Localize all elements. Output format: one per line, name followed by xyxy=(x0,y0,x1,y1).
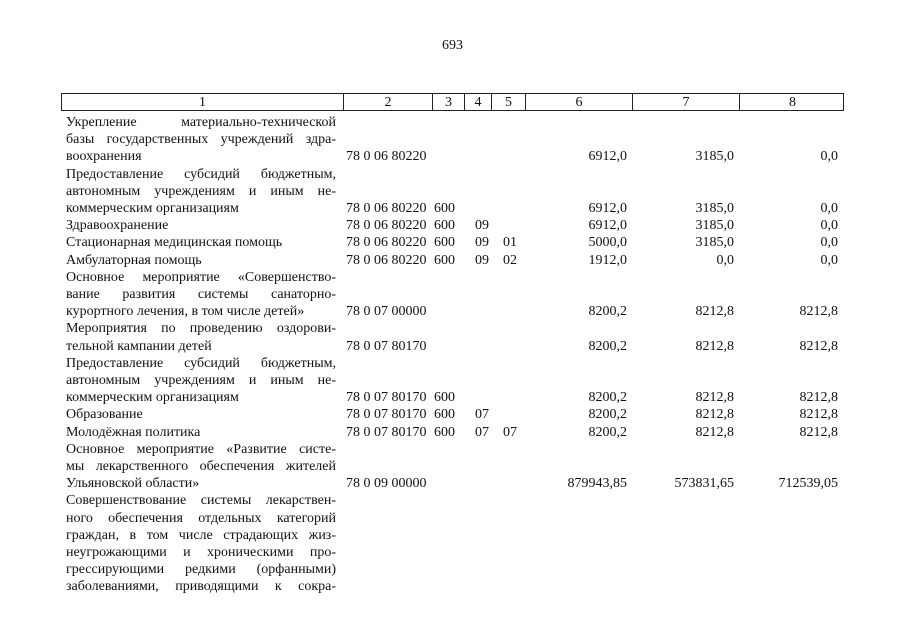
table-row xyxy=(66,217,842,234)
row-values xyxy=(66,475,842,492)
cell-year-3: 0,0 xyxy=(820,149,838,165)
cell-vr: 600 xyxy=(434,201,455,217)
row-name-line: автономным учреждениям и иным не- xyxy=(66,183,336,199)
header-col-8: 8 xyxy=(789,95,796,110)
header-col-4: 4 xyxy=(465,94,492,110)
cell-year-2: 0,0 xyxy=(716,252,734,268)
cell-year-1: 8200,2 xyxy=(588,390,627,406)
row-name-line: грессирующими редкими (орфанными) xyxy=(66,562,336,578)
row-name-line: граждан, в том числе страдающих жиз- xyxy=(66,527,336,543)
row-name-line: Стационарная медицинская помощь xyxy=(66,235,283,251)
cell-year-3: 8212,8 xyxy=(799,338,838,354)
cell-year-3: 8212,8 xyxy=(799,424,838,440)
cell-year-2: 8212,8 xyxy=(695,390,734,406)
row-name-line: заболеваниями, приводящими к сокра- xyxy=(66,579,336,595)
cell-code: 78 0 09 00000 xyxy=(346,476,427,492)
row-values xyxy=(66,406,842,423)
row-name-line: тельной кампании детей xyxy=(66,338,212,354)
cell-vr: 600 xyxy=(434,252,455,268)
row-values xyxy=(66,424,842,441)
cell-rz: 09 xyxy=(475,218,489,234)
table-body xyxy=(66,114,842,596)
cell-year-2: 3185,0 xyxy=(695,149,734,165)
cell-year-1: 8200,2 xyxy=(588,304,627,320)
cell-code: 78 0 06 80220 xyxy=(346,218,427,234)
cell-year-1: 879943,85 xyxy=(567,476,627,492)
row-name-line: Основное мероприятие «Совершенство- xyxy=(66,269,336,285)
table-row xyxy=(66,424,842,441)
table-header xyxy=(61,93,844,111)
row-name-line: вание развития системы санаторно- xyxy=(66,287,336,303)
row-values xyxy=(66,217,842,234)
cell-year-1: 8200,2 xyxy=(588,407,627,423)
cell-year-2: 8212,8 xyxy=(695,304,734,320)
row-name-line: Амбулаторная помощь xyxy=(66,252,202,268)
header-col-3: 3 xyxy=(433,94,465,110)
cell-year-2: 573831,65 xyxy=(674,476,734,492)
cell-year-2: 8212,8 xyxy=(695,407,734,423)
row-values xyxy=(66,148,842,165)
row-name-line: Предоставление субсидий бюджетным, xyxy=(66,355,336,371)
row-name-line: Мероприятия по проведению оздорови- xyxy=(66,321,336,337)
cell-code: 78 0 07 80170 xyxy=(346,338,427,354)
cell-code: 78 0 06 80220 xyxy=(346,149,427,165)
cell-year-3: 8212,8 xyxy=(799,304,838,320)
header-col-1: 1 xyxy=(62,94,344,110)
cell-year-1: 6912,0 xyxy=(588,201,627,217)
header-col-6: 6 xyxy=(526,94,633,110)
row-values xyxy=(66,234,842,251)
row-values xyxy=(66,579,842,596)
cell-pr: 07 xyxy=(503,424,517,440)
table-row xyxy=(66,114,842,166)
cell-year-2: 8212,8 xyxy=(695,424,734,440)
row-name-line: Ульяновской области» xyxy=(66,476,200,492)
cell-vr: 600 xyxy=(434,407,455,423)
row-name-line: Основное мероприятие «Развитие систе- xyxy=(66,441,336,457)
cell-year-2: 3185,0 xyxy=(695,235,734,251)
cell-code: 78 0 07 00000 xyxy=(346,304,427,320)
cell-year-1: 6912,0 xyxy=(588,218,627,234)
row-name-line: Совершенствование системы лекарствен- xyxy=(66,493,336,509)
row-name-line: Укрепление материально-технической xyxy=(66,115,336,130)
header-col-7: 7 xyxy=(633,94,740,110)
row-name-line: Предоставление субсидий бюджетным, xyxy=(66,166,336,182)
table-row xyxy=(66,269,842,321)
cell-code: 78 0 06 80220 xyxy=(346,235,427,251)
cell-code: 78 0 07 80170 xyxy=(346,407,427,423)
header-col-5: 5 xyxy=(492,94,526,110)
cell-year-1: 8200,2 xyxy=(588,338,627,354)
table-row xyxy=(66,166,842,218)
header-col-2: 2 xyxy=(344,94,433,110)
row-values xyxy=(66,252,842,269)
row-name-line: воохранения xyxy=(66,149,142,165)
cell-year-2: 3185,0 xyxy=(695,201,734,217)
cell-year-3: 8212,8 xyxy=(799,407,838,423)
table-row xyxy=(66,355,842,407)
row-values xyxy=(66,389,842,406)
table-row xyxy=(66,234,842,251)
cell-year-3: 712539,05 xyxy=(778,476,838,492)
row-values xyxy=(66,338,842,355)
cell-vr: 600 xyxy=(434,390,455,406)
row-name-line: неугрожающими и хроническими про- xyxy=(66,545,336,561)
cell-year-1: 1912,0 xyxy=(588,252,627,268)
cell-year-3: 0,0 xyxy=(820,252,838,268)
row-name-line: Молодёжная политика xyxy=(66,424,201,440)
cell-year-3: 0,0 xyxy=(820,235,838,251)
table-row xyxy=(66,320,842,354)
table-row xyxy=(66,406,842,423)
cell-code: 78 0 06 80220 xyxy=(346,252,427,268)
page-number: 693 xyxy=(442,38,463,53)
row-name-line: автономным учреждениям и иным не- xyxy=(66,373,336,389)
cell-year-1: 6912,0 xyxy=(588,149,627,165)
row-name-line: мы лекарственного обеспечения жителей xyxy=(66,459,336,475)
cell-code: 78 0 07 80170 xyxy=(346,424,427,440)
cell-year-1: 8200,2 xyxy=(588,424,627,440)
cell-rz: 07 xyxy=(475,424,489,440)
row-name-line: ного обеспечения отдельных категорий xyxy=(66,510,336,526)
cell-pr: 01 xyxy=(503,235,517,251)
row-name-line: базы государственных учреждений здра- xyxy=(66,132,336,148)
cell-code: 78 0 07 80170 xyxy=(346,390,427,406)
table-row xyxy=(66,252,842,269)
cell-year-1: 5000,0 xyxy=(588,235,627,251)
row-name-line: коммерческим организациям xyxy=(66,201,239,217)
cell-year-3: 8212,8 xyxy=(799,390,838,406)
cell-vr: 600 xyxy=(434,235,455,251)
cell-rz: 09 xyxy=(475,235,489,251)
cell-vr: 600 xyxy=(434,218,455,234)
cell-year-3: 0,0 xyxy=(820,218,838,234)
row-values xyxy=(66,200,842,217)
cell-vr: 600 xyxy=(434,424,455,440)
table-row xyxy=(66,441,842,493)
row-name-line: Образование xyxy=(66,407,143,423)
row-name-line: Здравоохранение xyxy=(66,218,169,234)
cell-year-3: 0,0 xyxy=(820,201,838,217)
cell-pr: 02 xyxy=(503,252,517,268)
row-values xyxy=(66,303,842,320)
cell-rz: 09 xyxy=(475,252,489,268)
cell-rz: 07 xyxy=(475,407,489,423)
row-name-line: курортного лечения, в том числе детей» xyxy=(66,304,305,320)
table-row xyxy=(66,492,842,595)
cell-code: 78 0 06 80220 xyxy=(346,201,427,217)
row-name-line: коммерческим организациям xyxy=(66,390,239,406)
cell-year-2: 3185,0 xyxy=(695,218,734,234)
cell-year-2: 8212,8 xyxy=(695,338,734,354)
